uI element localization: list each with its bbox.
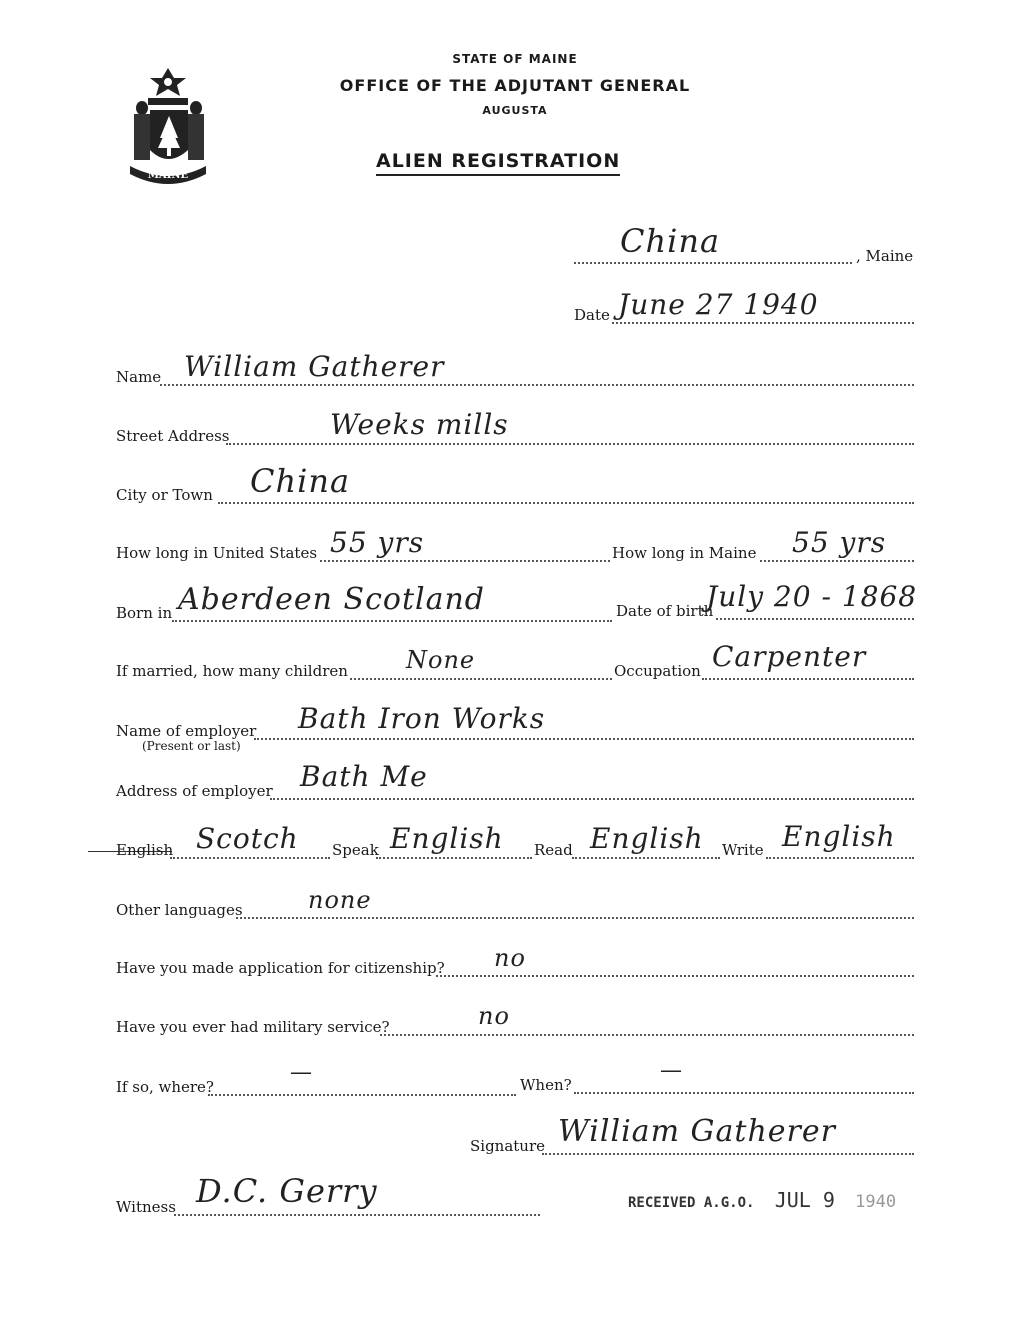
occupation-label: Occupation [614,662,701,680]
city-heading: AUGUSTA [482,104,548,117]
when-label: When? [520,1076,572,1094]
place-value: China [620,222,721,260]
stamp-year: 1940 [855,1192,897,1212]
page-title: ALIEN REGISTRATION [376,150,620,176]
city-value: China [250,462,351,500]
employer-label: Name of employer [116,722,257,740]
street-label: Street Address [116,427,230,445]
place-suffix: , Maine [856,247,914,265]
citizenship-value: no [494,944,526,972]
read-label: Read [534,841,573,859]
employer-sublabel: (Present or last) [142,739,241,753]
english-label: English [116,841,174,859]
city-label: City or Town [116,486,213,504]
dob-label: Date of birth [616,602,714,620]
date-label: Date [574,306,610,324]
occupation-value: Carpenter [712,640,867,673]
stamp-date: JUL 9 [774,1188,835,1212]
write-label: Write [722,841,764,859]
signature-label: Signature [470,1137,546,1155]
maine-label: How long in Maine [612,544,757,562]
stamp-received: RECEIVED A.G.O. [628,1195,755,1211]
emp-addr-label: Address of employer [116,782,273,800]
when-value: — [660,1058,683,1083]
english-value: Scotch [196,822,299,855]
employer-value: Bath Iron Works [298,702,546,735]
other-lang-label: Other languages [116,901,243,919]
speak-value: English [390,822,504,855]
emp-addr-value: Bath Me [300,760,428,793]
born-value: Aberdeen Scotland [178,582,486,617]
witness-label: Witness [116,1198,176,1216]
maine-value: 55 yrs [792,526,887,559]
children-label: If married, how many children [116,662,348,680]
witness-value: D.C. Gerry [196,1172,378,1210]
name-label: Name [116,368,162,386]
where-label: If so, where? [116,1078,214,1096]
citizenship-label: Have you made application for citizenship? [116,959,445,977]
other-lang-value: none [308,886,372,914]
seal-ribbon-text: MAINE [147,170,189,181]
date-value: June 27 1940 [618,288,819,321]
us-value: 55 yrs [330,526,425,559]
received-stamp [628,1188,896,1212]
write-value: English [782,820,896,853]
children-value: None [406,646,476,674]
read-value: English [590,822,704,855]
signature-value: William Gatherer [558,1114,836,1149]
street-value: Weeks mills [330,408,509,441]
born-label: Born in [116,604,173,622]
military-value: no [478,1002,510,1030]
us-label: How long in United States [116,544,318,562]
office-heading: OFFICE OF THE ADJUTANT GENERAL [339,76,691,95]
military-label: Have you ever had military service? [116,1018,390,1036]
dob-value: July 20 - 1868 [706,580,918,613]
name-value: William Gatherer [184,350,445,383]
speak-label: Speak [332,841,379,859]
state-heading: STATE OF MAINE [452,52,578,66]
state-seal [112,64,224,192]
where-value: — [290,1060,313,1085]
